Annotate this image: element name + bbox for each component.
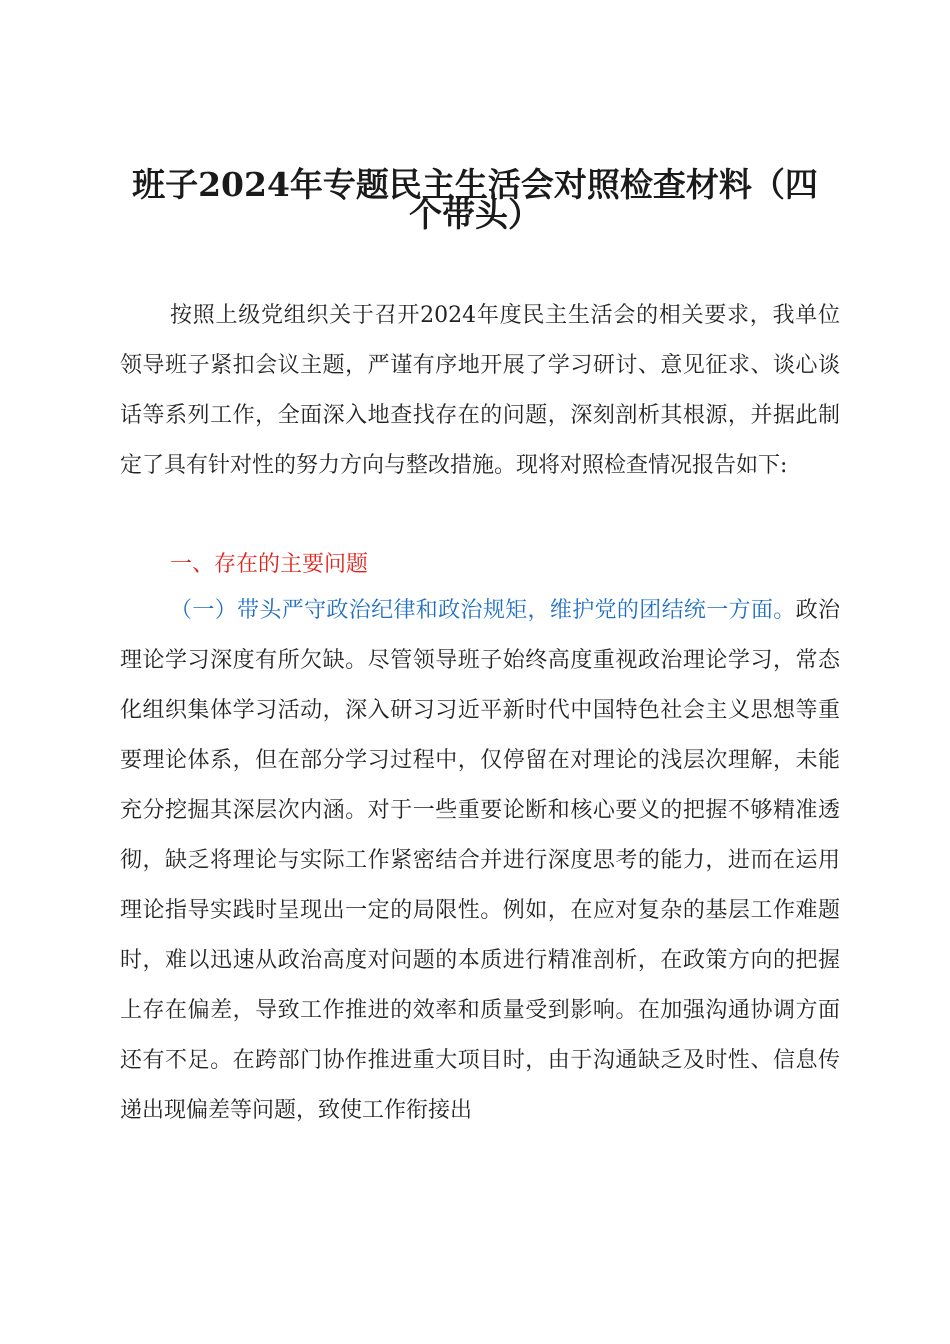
subsection-paragraph xyxy=(120,586,840,1136)
subsection-body: 政治理论学习深度有所欠缺。尽管领导班子始终高度重视政治理论学习，常态化组织集体学习活动，深入研习习近平新时代中国特色社会主义思想等重要理论体系，但在部分学习过程中，仅停留在对理论的浅层次理解，未能充分挖掘其深层次内涵。对于一些重要论断和核心要义的把握不够精准透彻，缺乏将理论与实际工作紧密结合并进行深度思考的能力，进而在运用理论指导实践时呈现出一定的局限性。例如，在应对复杂的基层工作难题时，难以迅速从政治高度对问题的本质进行精准剖析，在政策方向的把握上存在偏差，导致工作推进的效率和质量受到影响。在加强沟通协调方面还有不足。在跨部门协作推进重大项目时，由于沟通缺乏及时性、信息传递出现偏差等问题，致使工作衔接出 xyxy=(120,598,840,1123)
intro-paragraph: 按照上级党组织关于召开2024年度民主生活会的相关要求，我单位领导班子紧扣会议主题，严谨有序地开展了学习研讨、意见征求、谈心谈话等系列工作，全面深入地查找存在的问题，深刻剖析其根源，并据此制定了具有针对性的努力方向与整改措施。现将对照检查情况报告如下: xyxy=(120,303,840,478)
document-title-line-2: 个带头） xyxy=(409,195,541,234)
subsection-heading: （一）带头严守政治纪律和政治规矩，维护党的团结统一方面。 xyxy=(170,598,796,623)
document-title-line-1: 班子2024年专题民主生活会对照检查材料（四 xyxy=(132,165,818,204)
section-heading: 一、存在的主要问题 xyxy=(170,552,369,577)
